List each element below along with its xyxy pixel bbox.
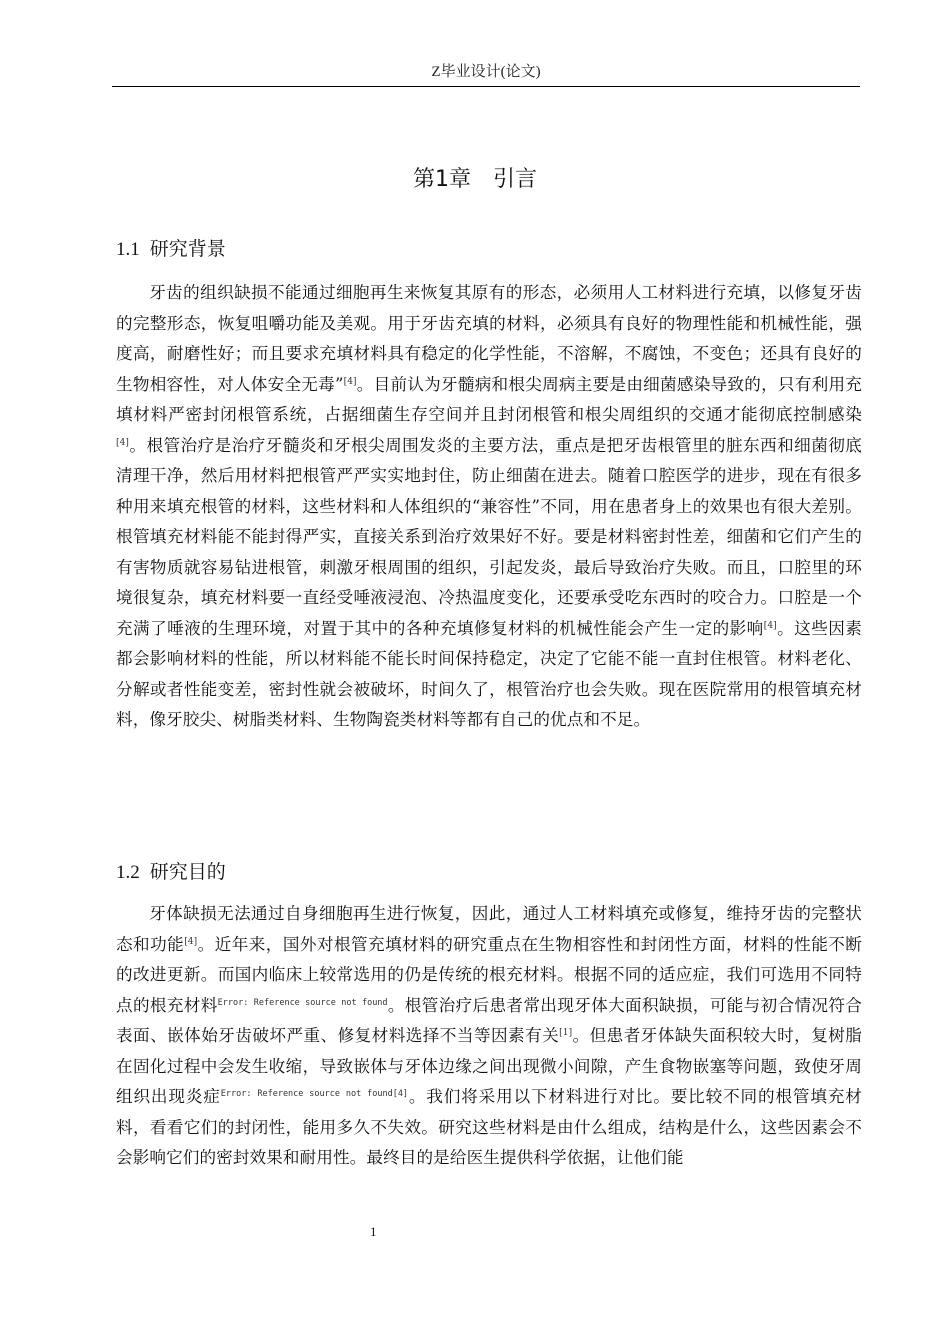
paragraph-text: 牙体缺损无法通过自身细胞再生进行恢复，因此，通过人工材料填充或修复，维持牙齿的完整状态和功能 [116,904,862,954]
paragraph-research-background [116,278,862,736]
citation-ref: [1] [559,1028,573,1038]
paragraph-text: 。根管治疗后患者常出现牙体大面积缺损，可能与初合情况符合表面、嵌体始牙齿破坏严重、修复材料选择不当等因素有关 [116,995,862,1045]
paragraph-research-purpose [116,899,862,1174]
citation-ref: [4] [184,936,198,947]
section-heading-1-1 [116,234,226,261]
paragraph-text: 。根管治疗是治疗牙髓炎和牙根尖周围发炎的主要方法，重点是把牙齿根管里的脏东西和细菌彻底清理干净，然后用材料把根管严严实实地封住，防止细菌在进去。随着口腔医学的进步，现在有很多种用来填充根管的材料，这些材料和人体组织的“兼容性”不同，用在患者身上的效果也有很大差别。根管填充材料能不能封得严实，直接关系到治疗效果好不好。要是材料密封性差，细菌和它们产生的有害物质就容易钻进根管，刺激牙根周围的组织，引起发炎，最后导致治疗失败。而且，口腔里的环境很复杂，填充材料要一直经受唾液浸泡、冷热温度变化，还要承受吃东西时的咬合力。口腔是一个充满了唾液的生理环境，对置于其中的各种充填修复材料的机械性能会产生一定的影响 [116,435,862,638]
paragraph-text: 。目前认为牙髓病和根尖周病主要是由细菌感染导致的，只有利用充填材料严密封闭根管系统，占据细菌生存空间并且封闭根管和根尖周组织的交通才能彻底控制感染 [116,374,862,424]
section-number: 1.2 [116,862,140,883]
paragraph-text: 。我们将采用以下材料进行对比。要比较不同的根管填充材料，看看它们的封闭性，能用多久不失效。研究这些材料是由什么组成，结构是什么，这些因素会不会影响它们的密封效果和耐用性。最终目的是给医生提供科学依据，让他们能 [116,1087,862,1167]
section-title: 研究目的 [149,861,226,883]
section-heading-1-2 [116,857,226,884]
paragraph-text: 。近年来，国外对根管充填材料的研究重点在生物相容性和封闭性方面，材料的性能不断的改进更新。而国内临床上较常选用的仍是传统的根充材料。根据不同的适应症，我们可选用不同特点的根充材料 [116,934,862,1015]
citation-ref: [4] [763,620,777,631]
citation-ref: [4] [116,437,130,448]
section-number: 1.1 [116,239,140,260]
paragraph-text: 。但患者牙体缺失面积较大时，复树脂在固化过程中会发生收缩，导致嵌体与牙体边缘之间出现微小间隙，产生食物嵌塞等问题，致使牙周组织出现炎症 [116,1026,862,1106]
section-title: 研究背景 [149,238,226,260]
paragraph-text: 牙齿的组织缺损不能通过细胞再生来恢复其原有的形态，必须用人工材料进行充填，以修复牙齿的完整形态，恢复咀嚼功能及美观。用于牙齿充填的材料，必须具有良好的物理性能和机械性能，强度高，耐磨性好；而且要求充填材料具有稳定的化学性能，不溶解，不腐蚀，不变色；还具有良好的生物相容性，对人体安全无毒” [116,283,862,394]
header-rule [112,86,860,87]
running-header: Z毕业设计(论文) [431,64,541,80]
paragraph-text: 。这些因素都会影响材料的性能，所以材料能不能长时间保持稳定，决定了它能不能一直封住根管。材料老化、分解或者性能变差，密封性就会被破坏，时间久了，根管治疗也会失败。现在医院常用的根管填充材料，像牙胶尖、树脂类材料、生物陶瓷类材料等都有自己的优点和不足。 [116,618,862,729]
chapter-number: 第1章 [412,167,471,192]
reference-error-text: Error: Reference source not found [217,997,388,1008]
citation-ref: [4] [343,376,357,387]
reference-error-text: Error: Reference source not found[4] [220,1089,409,1099]
chapter-title: 引言 [492,167,537,192]
chapter-heading [0,162,950,193]
page-number: 1 [370,1224,377,1239]
